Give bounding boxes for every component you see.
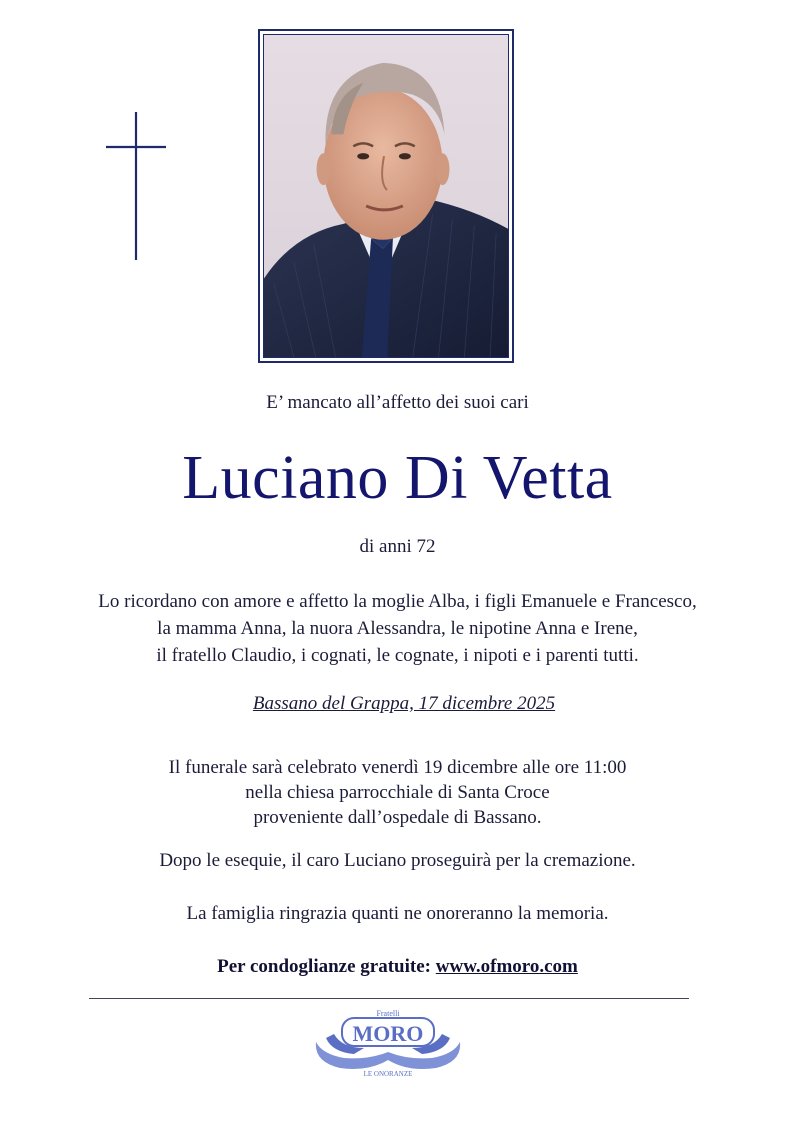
funeral-paragraph (0, 755, 795, 830)
moro-logo (312, 1008, 464, 1078)
family-line: il fratello Claudio, i cognati, le cognate, i nipoti e i parenti tutti. (156, 645, 639, 666)
funeral-line: proveniente dall’ospedale di Bassano. (253, 807, 542, 828)
family-line: la mamma Anna, la nuora Alessandra, le nipotine Anna e Irene, (157, 618, 638, 639)
cremation-text: Dopo le esequie, il caro Luciano proseguirà per la cremazione. (159, 850, 636, 871)
funeral-line: Il funerale sarà celebrato venerdì 19 dicembre alle ore 11:00 (168, 757, 627, 778)
condolences-link[interactable]: www.ofmoro.com (435, 956, 578, 977)
cross-icon (106, 112, 166, 260)
place-date: Bassano del Grappa, 17 dicembre 2025 (252, 693, 556, 714)
funeral-line: nella chiesa parrocchiale di Santa Croce (245, 782, 550, 803)
age-text: di anni 72 (359, 536, 436, 557)
logo-top-text: Fratelli (376, 1009, 400, 1018)
logo-brand-text: MORO (352, 1021, 424, 1046)
intro-text: E’ mancato all’affetto dei suoi cari (266, 392, 529, 413)
portrait-frame (258, 29, 514, 363)
thanks-text: La famiglia ringrazia quanti ne onoreranno la memoria. (186, 903, 609, 924)
condolences-label: Per condoglianze gratuite: (217, 956, 431, 977)
logo-bottom-text: LE ONORANZE (363, 1070, 413, 1078)
family-line: Lo ricordano con amore e affetto la moglie Alba, i figli Emanuele e Francesco, (98, 591, 697, 612)
deceased-name: Luciano Di Vetta (182, 444, 613, 512)
condolences-line (0, 954, 795, 980)
family-paragraph (0, 588, 795, 669)
divider (89, 998, 689, 999)
portrait-photo (263, 34, 509, 358)
